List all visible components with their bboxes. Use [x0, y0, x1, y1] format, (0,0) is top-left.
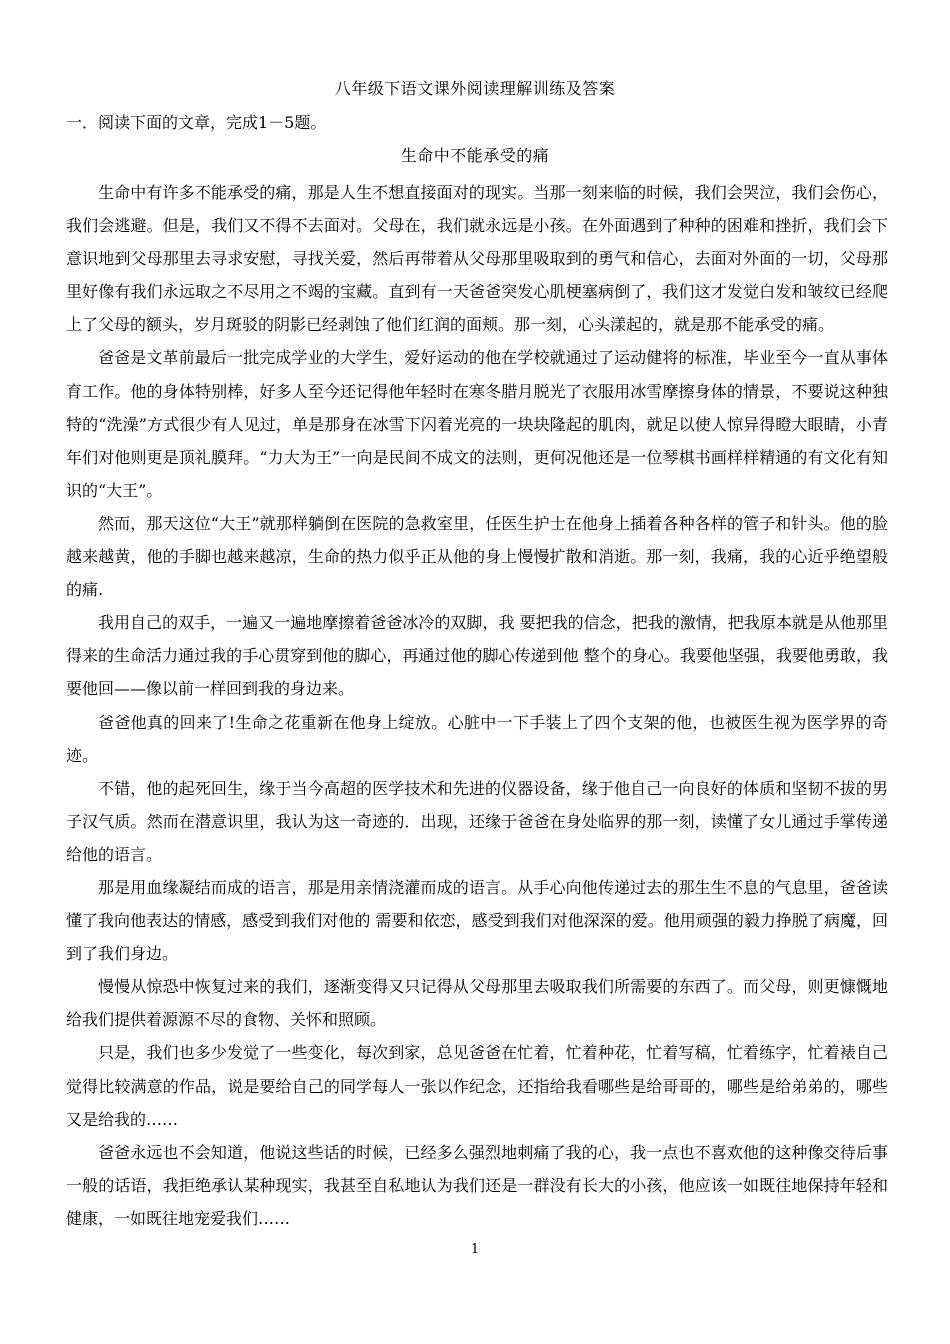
paragraph: 只是，我们也多少发觉了一些变化，每次到家，总见爸爸在忙着，忙着种花，忙着写稿，忙着练字，忙着裱自己觉得比较满意的作品，说是要给自己的同学每人一张以作纪念，还指给我看哪些是给哥哥的，哪些是给弟弟的，哪些又是给我的……	[66, 1043, 888, 1129]
paragraph: 爸爸是文革前最后一批完成学业的大学生，爱好运动的他在学校就通过了运动健将的标准，毕业至今一直从事体育工作。他的身体特别棒，好多人至今还记得他年轻时在寒冬腊月脱光了衣服用冰雪摩擦身体的情景，不要说这种独特的“洗澡”方式很少有人见过，单是那身在冰雪下闪着光亮的一块块隆起的肌肉，就足以使人惊异得瞪大眼睛，小青年们对他则更是顶礼膜拜。“力大为王”一向是民间不成文的法则，更何况他还是一位琴棋书画样样精通的有文化有知识的“大王”。	[66, 348, 888, 500]
paragraph: 爸爸永远也不会知道，他说这些话的时候，已经多么强烈地刺痛了我的心，我一点也不喜欢他的这种像交待后事一般的话语，我拒绝承认某种现实，我甚至自私地认为我们还是一群没有长大的小孩，他应该一如既往地保持年轻和健康，一如既往地宠爱我们……	[66, 1142, 888, 1228]
article-body	[66, 176, 888, 1235]
article-title: 生命中不能承受的痛	[400, 146, 550, 165]
document-title: 八年级下语文课外阅读理解训练及答案	[334, 79, 616, 98]
paragraph: 生命中有许多不能承受的痛，那是人生不想直接面对的现实。当那一刻来临的时候，我们会哭泣，我们会伤心，我们会逃避。但是，我们又不得不去面对。父母在，我们就永远是小孩。在外面遇到了种种的困难和挫折，我们会下意识地到父母那里去寻求安慰，寻找关爱，然后再带着从父母那里吸取到的勇气和信心，去面对外面的一切，父母那里好像有我们永远取之不尽用之不竭的宝藏。直到有一天爸爸突发心肌梗塞病倒了，我们这才发觉白发和皱纹已经爬上了父母的额头，岁月斑驳的阴影已经剥蚀了他们红润的面颊。那一刻，心头漾起的，就是那不能承受的痛。	[66, 183, 888, 335]
paragraph: 我用自己的双手，一遍又一遍地摩擦着爸爸冰冷的双脚，我 要把我的信念，把我的激情，把我原本就是从他那里得来的生命活力通过我的手心贯穿到他的脚心，再通过他的脚心传递到他 整个的身心。我要他坚强，我要他勇敢，我要他回——像以前一样回到我的身边来。	[66, 613, 888, 699]
section-heading: 一．阅读下面的文章，完成1－5题。	[66, 113, 327, 132]
page-number: 1	[470, 1242, 480, 1257]
paragraph: 那是用血缘凝结而成的语言，那是用亲情浇灌而成的语言。从手心向他传递过去的那生生不息的气息里，爸爸读懂了我向他表达的情感，感受到我们对他的 需要和依恋，感受到我们对他深深的爱。他用顽强的毅力挣脱了病魔，回到了我们身边。	[66, 877, 888, 964]
paragraph: 爸爸他真的回来了!生命之花重新在他身上绽放。心脏中一下手装上了四个支架的他，也被医生视为医学界的奇迹。	[66, 712, 888, 765]
paragraph: 慢慢从惊恐中恢复过来的我们，逐渐变得又只记得从父母那里去吸取我们所需要的东西了。而父母，则更慷慨地给我们提供着源源不尽的食物、关怀和照顾。	[66, 977, 888, 1030]
paragraph: 然而，那天这位“大王”就那样躺倒在医院的急救室里，任医生护士在他身上插着各种各样的管子和针头。他的脸越来越黄，他的手脚也越来越凉，生命的热力似乎正从他的身上慢慢扩散和消逝。那一刻，我痛，我的心近乎绝望般的痛.	[66, 513, 888, 600]
paragraph: 不错，他的起死回生，缘于当今高超的医学技术和先进的仪器设备，缘于他自己一向良好的体质和坚韧不拔的男子汉气质。然而在潜意识里，我认为这一奇迹的．出现，还缘于爸爸在身处临界的那一刻，读懂了女儿通过手掌传递给他的语言。	[66, 778, 888, 864]
